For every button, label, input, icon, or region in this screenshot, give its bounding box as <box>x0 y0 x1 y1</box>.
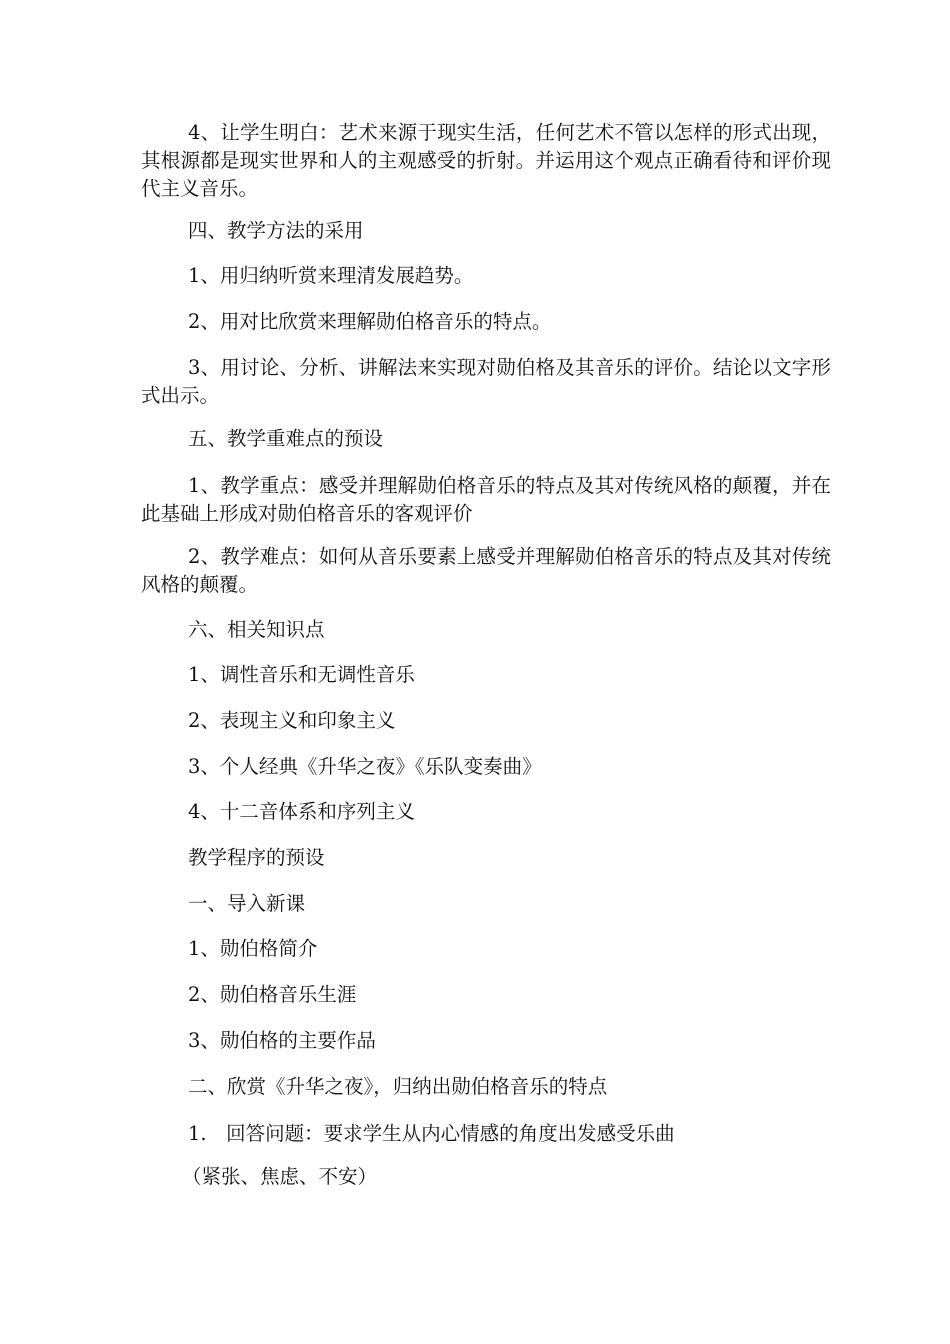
list-item-method-2: 2、用对比欣赏来理解勋伯格音乐的特点。 <box>188 310 552 333</box>
list-item-difficult-point: 2、教学难点：如何从音乐要素上感受并理解勋伯格音乐的特点及其对传统风格的颠覆。 <box>141 545 831 596</box>
heading-related-knowledge: 六、相关知识点 <box>188 618 325 641</box>
paragraph-art-origin: 4、让学生明白：艺术来源于现实生活，任何艺术不管以怎样的形式出现，其根源都是现实世界和人的主观感受的折射。并运用这个观点正确看待和评价现代主义音乐。 <box>141 121 831 200</box>
heading-key-points: 五、教学重难点的预设 <box>188 427 384 450</box>
parenthetical-answer: （紧张、焦虑、不安） <box>182 1165 378 1188</box>
list-item-intro-2: 2、勋伯格音乐生涯 <box>188 983 357 1006</box>
list-item-question: 1. 回答问题：要求学生从内心情感的角度出发感受乐曲 <box>188 1122 675 1145</box>
heading-introduction: 一、导入新课 <box>188 892 306 915</box>
list-item-knowledge-2: 2、表现主义和印象主义 <box>188 709 396 732</box>
heading-teaching-methods: 四、教学方法的采用 <box>188 219 364 242</box>
list-item-knowledge-4: 4、十二音体系和序列主义 <box>188 800 415 823</box>
list-item-intro-1: 1、勋伯格简介 <box>188 937 318 960</box>
list-item-key-point: 1、教学重点：感受并理解勋伯格音乐的特点及其对传统风格的颠覆，并在此基础上形成对勋伯格音乐的客观评价 <box>141 474 831 525</box>
list-item-knowledge-1: 1、调性音乐和无调性音乐 <box>188 663 415 686</box>
list-item-method-3: 3、用讨论、分析、讲解法来实现对勋伯格及其音乐的评价。结论以文字形式出示。 <box>141 356 831 407</box>
list-item-method-1: 1、用归纳听赏来理清发展趋势。 <box>188 264 474 287</box>
list-item-knowledge-3: 3、个人经典《升华之夜》《乐队变奏曲》 <box>188 755 542 778</box>
heading-appreciation: 二、欣赏《升华之夜》，归纳出勋伯格音乐的特点 <box>188 1075 608 1098</box>
heading-teaching-procedure: 教学程序的预设 <box>188 846 325 869</box>
list-item-intro-3: 3、勋伯格的主要作品 <box>188 1029 376 1052</box>
